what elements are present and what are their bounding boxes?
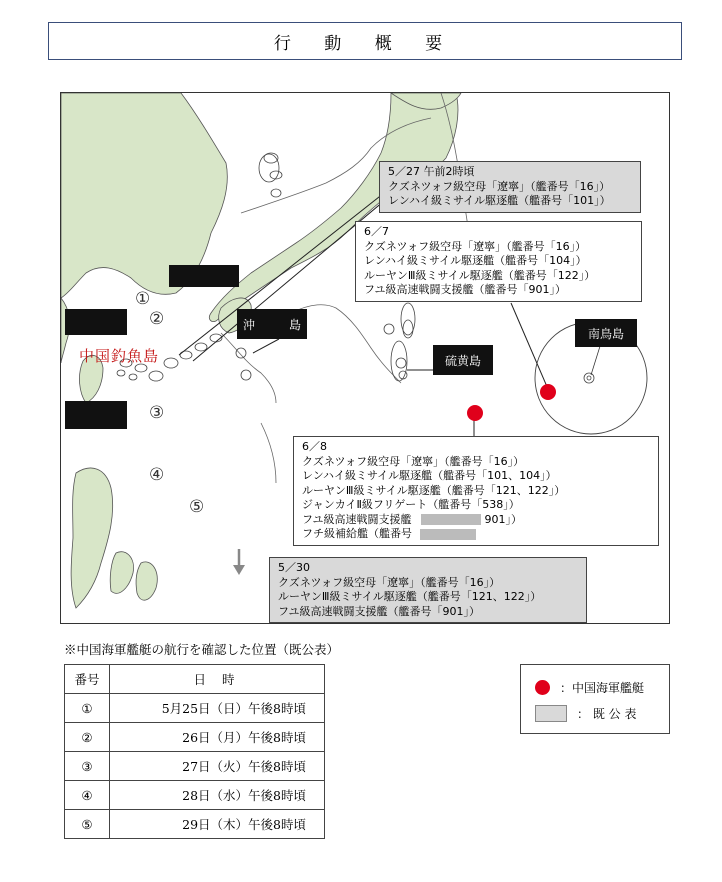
boundary-line-3: [288, 305, 401, 383]
row-number: ②: [65, 723, 110, 752]
arrow-head: [233, 565, 245, 575]
legend-red-dot-icon: [535, 680, 550, 695]
callout-line: フユ級高速戦闘支援艦（艦番号「901」）: [364, 283, 566, 296]
callout-line: [302, 513, 650, 528]
legend-gray-swatch-icon: [535, 705, 567, 722]
legend-ship-label: ：中国海軍艦艇: [560, 681, 645, 695]
callout-line: レンハイ級ミサイル駆逐艦（艦番号「101」）: [388, 194, 611, 207]
callout-line: 6／8: [302, 440, 327, 453]
row-number: ⑤: [65, 810, 110, 839]
callout-line: クズネツォフ級空母「遼寧」（艦番号「16」）: [364, 239, 587, 253]
header-datetime: 日 時: [110, 665, 325, 694]
table-row: [65, 694, 325, 723]
leader-jun7: [511, 303, 548, 389]
callout-may27: [379, 161, 641, 213]
callout-line: ルーヤンⅢ級ミサイル駆逐艦（艦番号「122」）: [364, 268, 596, 282]
table-note: ※中国海軍艦艇の航行を確認した位置（既公表）: [64, 642, 340, 657]
position-marker-2: ②: [149, 309, 165, 329]
okinotori-label-right: 島: [288, 317, 301, 332]
legend: [520, 664, 670, 734]
callout-line: レンハイ級ミサイル駆逐艦（艦番号「104」）: [364, 254, 587, 267]
table-row: [65, 723, 325, 752]
row-datetime: 27日（火）午後8時頃: [110, 752, 325, 781]
row-number: ④: [65, 781, 110, 810]
chinese-islands-label: 中国釣魚島: [79, 347, 160, 365]
legend-ship-row: [535, 679, 644, 696]
callout-line: 5／27 午前2時頃: [388, 165, 475, 178]
row-number: ①: [65, 694, 110, 723]
callout-line: 5／30: [278, 561, 310, 574]
callout-line-text: フユ級高速戦闘支援艦: [302, 512, 412, 526]
legend-published-row: [535, 705, 636, 722]
redacted-blur: [420, 529, 476, 540]
page-title: 行 動 概 要: [48, 22, 682, 60]
position-marker-1: ①: [135, 289, 151, 309]
row-datetime: 26日（月）午後8時頃: [110, 723, 325, 752]
land-philippines: [71, 468, 113, 608]
row-number: ③: [65, 752, 110, 781]
legend-published-label: ： 既 公 表: [577, 707, 637, 721]
dates-table: [64, 664, 325, 839]
label-box-redacted-2: [65, 309, 127, 335]
okinotori-label-left: 沖: [243, 317, 256, 332]
callout-line: [302, 527, 650, 542]
callout-jun8: [293, 436, 659, 546]
boundary-line-2: [221, 333, 276, 403]
callout-jun7: [355, 221, 642, 302]
callout-line-text: フチ級補給艦（艦番号: [302, 527, 412, 540]
map: [60, 92, 670, 624]
callout-line: クズネツォフ級空母「遼寧」（艦番号「16」）: [278, 575, 501, 589]
ship-marker-jun7: [540, 384, 556, 400]
label-box-minamitorishima: 南鳥島: [575, 319, 637, 347]
label-box-redacted-3: [65, 401, 127, 429]
table-row: [65, 781, 325, 810]
callout-line: クズネツォフ級空母「遼寧」（艦番号「16」）: [302, 454, 525, 468]
land-philippines-2: [110, 552, 133, 594]
table-row: [65, 752, 325, 781]
callout-line: クズネツォフ級空母「遼寧」（艦番号「16」）: [388, 179, 611, 193]
redacted-blur: [421, 514, 481, 525]
callout-may30: [269, 557, 587, 623]
callout-line: ルーヤンⅢ級ミサイル駆逐艦（艦番号「121、122」）: [278, 590, 542, 603]
boundary-line-5: [261, 423, 276, 483]
row-datetime: 28日（水）午後8時頃: [110, 781, 325, 810]
label-box-okinotori: [237, 309, 307, 339]
callout-line: 6／7: [364, 225, 389, 238]
callout-line-tail: 901」）: [484, 512, 522, 526]
row-datetime: 5月25日（日）午後8時頃: [110, 694, 325, 723]
callout-line: レンハイ級ミサイル駆逐艦（艦番号「101、104」）: [302, 469, 557, 482]
position-marker-4: ④: [149, 465, 165, 485]
label-box-redacted-1: [169, 265, 239, 287]
table-header-row: [65, 665, 325, 694]
callout-line: フユ級高速戦闘支援艦（艦番号「901」）: [278, 604, 480, 618]
minamitorishima-label-leader: [591, 343, 601, 375]
header-number: 番号: [65, 665, 110, 694]
leader-okino: [253, 339, 279, 353]
position-marker-5: ⑤: [189, 497, 205, 517]
callout-line: ルーヤンⅢ級ミサイル駆逐艦（艦番号「121、122」）: [302, 483, 566, 497]
ship-marker-jun8: [467, 405, 483, 421]
callout-line: ジャンカイⅡ級フリゲート（艦番号「538」）: [302, 498, 520, 511]
row-datetime: 29日（木）午後8時頃: [110, 810, 325, 839]
position-marker-3: ③: [149, 403, 165, 423]
land-philippines-3: [136, 562, 157, 600]
label-box-iojima: 硫黄島: [433, 345, 493, 375]
table-row: [65, 810, 325, 839]
